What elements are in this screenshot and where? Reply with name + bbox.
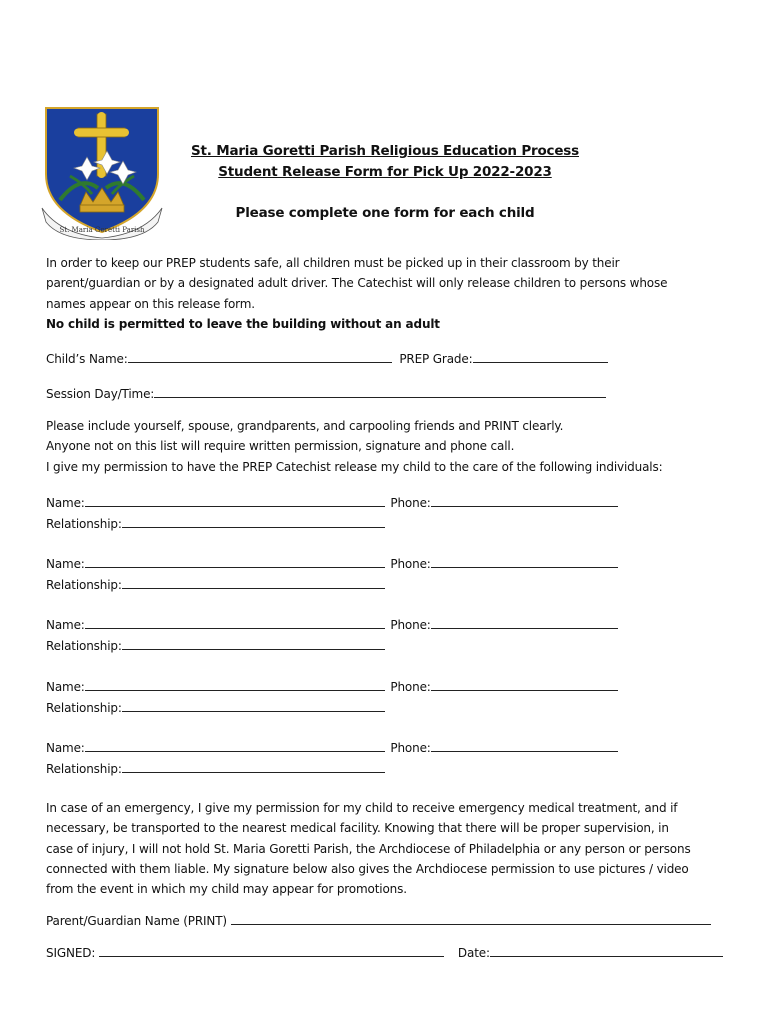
relationship-label: Relationship: bbox=[46, 517, 122, 531]
date-field[interactable] bbox=[490, 944, 723, 957]
individual-5-name-field[interactable] bbox=[85, 739, 385, 752]
relationship-label: Relationship: bbox=[46, 701, 122, 715]
intro-paragraph bbox=[46, 253, 726, 334]
emergency-line: In case of an emergency, I give my permission for my child to receive emergency medical treatment, and if bbox=[46, 801, 678, 815]
phone-label: Phone: bbox=[390, 618, 431, 632]
crest-banner-text: St. Maria Goretti Parish bbox=[59, 226, 145, 234]
signed-label: SIGNED: bbox=[46, 946, 96, 960]
individual-3-phone-field[interactable] bbox=[431, 616, 618, 629]
individual-5-phone-field[interactable] bbox=[431, 739, 618, 752]
individual-2-relationship-row bbox=[46, 576, 385, 593]
individual-1-phone-field[interactable] bbox=[431, 494, 618, 507]
phone-label: Phone: bbox=[390, 741, 431, 755]
intro-bold-notice: No child is permitted to leave the building without an adult bbox=[46, 316, 440, 331]
instruction-line: Anyone not on this list will require written permission, signature and phone call. bbox=[46, 439, 515, 454]
phone-label: Phone: bbox=[390, 680, 431, 694]
individual-4-name-field[interactable] bbox=[85, 678, 385, 691]
emergency-paragraph bbox=[46, 798, 736, 899]
emergency-line: from the event in which my child may appear for promotions. bbox=[46, 882, 407, 897]
intro-line: names appear on this release form. bbox=[46, 296, 255, 311]
childs-name-field[interactable] bbox=[128, 350, 392, 363]
instruction-line: I give my permission to have the PREP Catechist release my child to the care of the following individuals: bbox=[46, 459, 663, 474]
session-field[interactable] bbox=[154, 385, 606, 398]
childs-name-label: Child’s Name: bbox=[46, 352, 128, 366]
emergency-line: necessary, be transported to the nearest medical facility. Knowing that there will be proper supervision, in bbox=[46, 821, 669, 836]
individual-1-relationship-field[interactable] bbox=[122, 515, 385, 528]
individual-2-phone-field[interactable] bbox=[431, 555, 618, 568]
signature-field[interactable] bbox=[99, 944, 444, 957]
instructions-paragraph bbox=[46, 416, 746, 477]
emergency-line: case of injury, I will not hold St. Maria Goretti Parish, the Archdiocese of Philadelphia or any person or persons bbox=[46, 841, 691, 856]
individual-5-relationship-row bbox=[46, 760, 385, 777]
individual-1-relationship-row bbox=[46, 515, 385, 532]
title-line-2: Student Release Form for Pick Up 2022-2023 bbox=[218, 164, 552, 180]
individual-2-relationship-field[interactable] bbox=[122, 576, 385, 589]
prep-grade-label: PREP Grade: bbox=[399, 352, 473, 366]
individual-4-phone-field[interactable] bbox=[431, 678, 618, 691]
form-title bbox=[170, 141, 600, 183]
relationship-label: Relationship: bbox=[46, 578, 122, 592]
session-label: Session Day/Time: bbox=[46, 387, 155, 401]
individual-5-relationship-field[interactable] bbox=[122, 760, 385, 773]
parent-name-field[interactable] bbox=[231, 912, 711, 925]
title-line-1: St. Maria Goretti Parish Religious Education Process bbox=[191, 143, 579, 159]
individual-4-name-row bbox=[46, 678, 618, 695]
session-row bbox=[46, 385, 606, 402]
individual-1-name-field[interactable] bbox=[85, 494, 385, 507]
phone-label: Phone: bbox=[390, 496, 431, 510]
individual-3-name-field[interactable] bbox=[85, 616, 385, 629]
individual-4-relationship-field[interactable] bbox=[122, 699, 385, 712]
date-label: Date: bbox=[457, 946, 490, 960]
relationship-label: Relationship: bbox=[46, 762, 122, 776]
phone-label: Phone: bbox=[390, 557, 431, 571]
prep-grade-field[interactable] bbox=[473, 350, 608, 363]
individual-1-name-row bbox=[46, 494, 618, 511]
name-label: Name: bbox=[46, 741, 85, 755]
child-name-row bbox=[46, 350, 608, 367]
relationship-label: Relationship: bbox=[46, 639, 122, 653]
intro-line: In order to keep our PREP students safe, all children must be picked up in their classroom by their bbox=[46, 256, 620, 270]
name-label: Name: bbox=[46, 496, 85, 510]
individual-5-name-row bbox=[46, 739, 618, 756]
instruction-line: Please include yourself, spouse, grandparents, and carpooling friends and PRINT clearly. bbox=[46, 419, 564, 433]
name-label: Name: bbox=[46, 680, 85, 694]
signed-row bbox=[46, 944, 723, 961]
form-subtitle: Please complete one form for each child bbox=[235, 205, 535, 221]
individual-2-name-row bbox=[46, 555, 618, 572]
individual-3-relationship-row bbox=[46, 637, 385, 654]
individual-3-relationship-field[interactable] bbox=[122, 637, 385, 650]
name-label: Name: bbox=[46, 557, 85, 571]
parent-name-label: Parent/Guardian Name (PRINT) bbox=[46, 914, 227, 928]
emergency-line: connected with them liable. My signature below also gives the Archdiocese permission to use pictures / video bbox=[46, 861, 689, 876]
parish-crest-logo bbox=[40, 104, 164, 240]
parent-name-row bbox=[46, 912, 711, 929]
intro-line: parent/guardian or by a designated adult driver. The Catechist will only release children to persons whose bbox=[46, 276, 668, 291]
individual-3-name-row bbox=[46, 616, 618, 633]
individual-2-name-field[interactable] bbox=[85, 555, 385, 568]
individual-4-relationship-row bbox=[46, 699, 385, 716]
name-label: Name: bbox=[46, 618, 85, 632]
